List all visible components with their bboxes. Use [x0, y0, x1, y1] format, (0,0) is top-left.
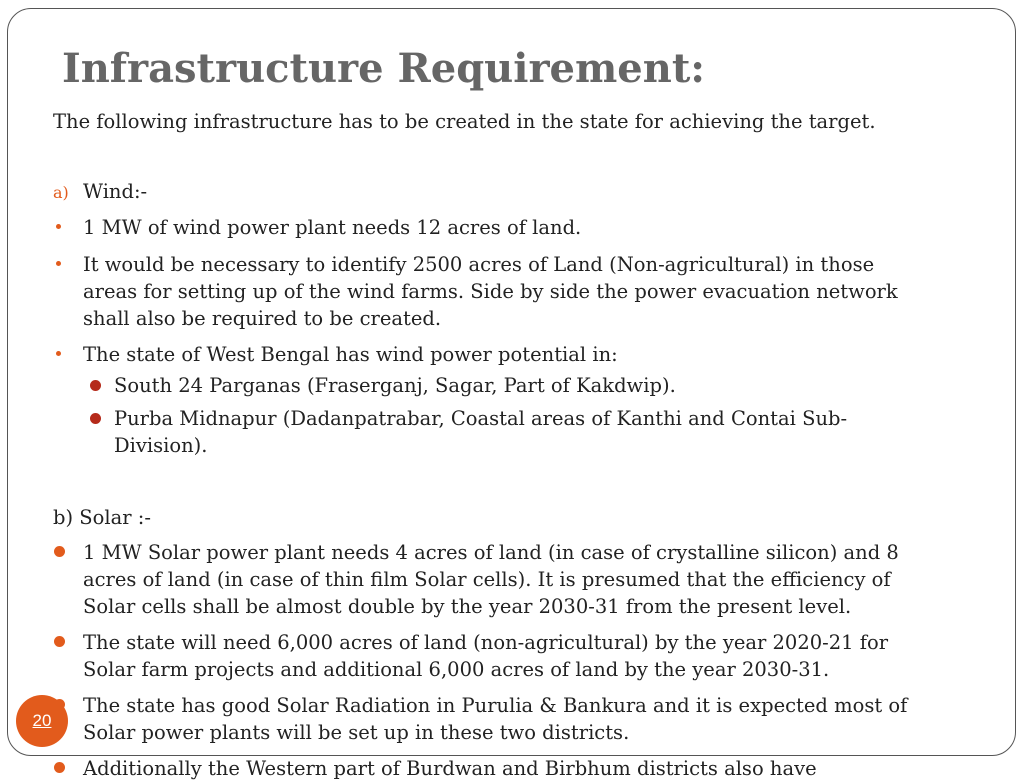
wind-bullet-text: 1 MW of wind power plant needs 12 acres of land.	[83, 216, 582, 239]
wind-bullet-text: areas for setting up of the wind farms. Side by side the power evacuation network	[83, 280, 898, 303]
solar-bullet-text: Solar power plants will be set up in these two districts.	[83, 721, 630, 744]
sub-bullet-text: Purba Midnapur (Dadanpatrabar, Coastal areas of Kanthi and Contai Sub-	[114, 407, 848, 430]
wind-bullet-text: It would be necessary to identify 2500 acres of Land (Non-agricultural) in those	[83, 253, 875, 276]
solar-bullet-text: 1 MW Solar power plant needs 4 acres of land (in case of crystalline silicon) and 8	[83, 541, 899, 564]
sub-bullet-text: South 24 Parganas (Fraserganj, Sagar, Part of Kakdwip).	[114, 374, 676, 397]
solar-bullet-text: acres of land (in case of thin film Solar cells). It is presumed that the efficiency of	[83, 568, 891, 591]
wind-heading: Wind:-	[83, 180, 148, 203]
slide-title: Infrastructure Requirement:	[62, 45, 706, 92]
solar-bullet-text: The state will need 6,000 acres of land (non-agricultural) by the year 2020-21 for	[83, 631, 889, 654]
wind-bullet-icon	[56, 351, 61, 356]
solar-heading: b) Solar :-	[53, 506, 151, 529]
solar-bullet-text: Additionally the Western part of Burdwan and Birbhum districts also have	[83, 757, 817, 780]
solar-bullet-text: The state has good Solar Radiation in Purulia & Bankura and it is expected most of	[83, 694, 908, 717]
wind-bullet-icon	[56, 261, 61, 266]
wind-bullet-text: shall also be required to be created.	[83, 307, 442, 330]
intro-text: The following infrastructure has to be created in the state for achieving the target.	[53, 110, 876, 133]
sub-bullet-icon	[90, 413, 101, 424]
solar-bullet-icon	[54, 636, 65, 647]
wind-bullet-icon	[56, 224, 61, 229]
wind-bullet-text: The state of West Bengal has wind power potential in:	[83, 343, 618, 366]
list-marker-a: a)	[53, 183, 69, 202]
solar-bullet-text: Solar cells shall be almost double by the year 2030-31 from the present level.	[83, 595, 852, 618]
sub-bullet-text: Division).	[114, 434, 208, 457]
sub-bullet-icon	[90, 380, 101, 391]
page-number-badge[interactable]: 20	[16, 695, 68, 747]
solar-bullet-icon	[54, 546, 65, 557]
solar-bullet-text: Solar farm projects and additional 6,000 acres of land by the year 2030-31.	[83, 658, 830, 681]
